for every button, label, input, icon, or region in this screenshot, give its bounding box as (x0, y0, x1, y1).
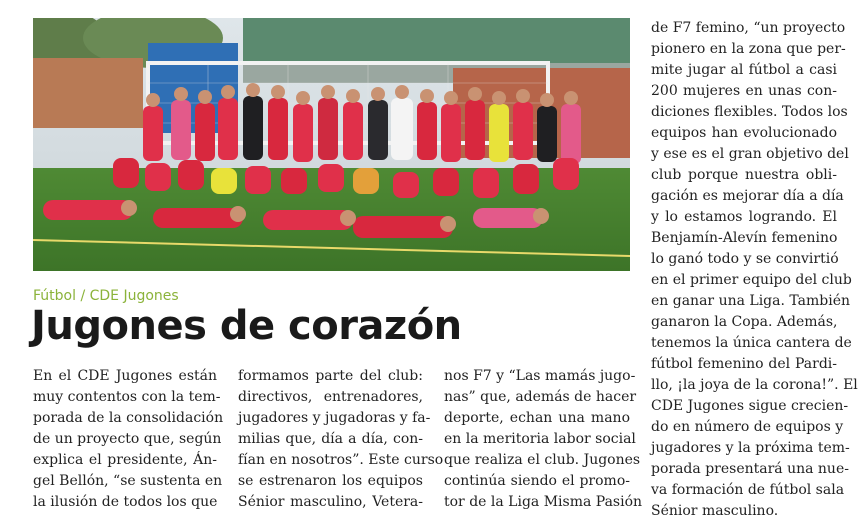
article-line: milias que, día a día, con- (238, 431, 423, 447)
article-line: en el primer equipo del club (651, 272, 852, 288)
article-line: pionero en la zona que per- (651, 41, 846, 57)
article-line: nas” que, además de hacer (444, 389, 637, 405)
article-line: explica el presidente, Án- (33, 452, 217, 468)
article-column-3 (444, 366, 643, 513)
article-line: porada de la consolidación (33, 410, 224, 426)
section-label: Fútbol / CDE Jugones (33, 288, 179, 304)
article-line: que realiza el club. Jugones (444, 452, 641, 468)
article-line: fútbol femenino del Pardi- (651, 356, 837, 372)
article-line: en la meritoria labor social (444, 431, 636, 447)
article-line: deporte, echan una mano (444, 410, 630, 426)
article-line: directivos, entrenadores, (238, 389, 423, 405)
article-line: gación es mejorar día a día (651, 188, 844, 204)
article-line: la ilusión de todos los que (33, 494, 218, 510)
headline: Jugones de corazón (31, 303, 462, 349)
article-line: formamos parte del club: (238, 368, 423, 384)
article-line: club porque nuestra obli- (651, 167, 837, 183)
article-line: va formación de fútbol sala (651, 482, 845, 498)
article-line: de F7 femino, “un proyecto (651, 20, 846, 36)
article-line: porada presentará una nue- (651, 461, 849, 477)
article-line: fían en nosotros”. Este curso (238, 452, 444, 468)
article-line: diciones flexibles. Todos los (651, 104, 848, 120)
article-line: en ganar una Liga. También (651, 293, 850, 309)
article-line: mite jugar al fútbol a casi (651, 62, 837, 78)
article-line: muy contentos con la tem- (33, 389, 221, 405)
article-column-2 (238, 366, 444, 513)
article-line: llo, ¡la joya de la corona!”. El (651, 377, 858, 393)
article-line: se estrenaron los equipos (238, 473, 423, 489)
article-line: Benjamín-Alevín femenino (651, 230, 838, 246)
article-line: nos F7 y “Las mamás jugo- (444, 368, 636, 384)
article-line: y lo estamos logrando. El (651, 209, 837, 225)
article-line: jugadores y jugadoras y fa- (238, 410, 431, 426)
article-column-1 (33, 366, 224, 513)
article-line: lo ganó todo y se convirtió (651, 251, 839, 267)
article-line: jugadores y la próxima tem- (651, 440, 850, 456)
article-line: de un proyecto que, según (33, 431, 222, 447)
article-line: equipos han evolucionado (651, 125, 837, 141)
article-line: tor de la Liga Misma Pasión (444, 494, 643, 510)
team-photo (33, 18, 630, 271)
article-line: ganaron la Copa. Además, (651, 314, 838, 330)
article-line: do en número de equipos y (651, 419, 844, 435)
article-line: gel Bellón, “se sustenta en (33, 473, 223, 489)
article-line: tenemos la única cantera de (651, 335, 852, 351)
article-line: En el CDE Jugones están (33, 368, 217, 384)
article-line: Sénior masculino, Vetera- (238, 494, 423, 510)
article-column-4 (651, 18, 858, 522)
article-line: Sénior masculino. (651, 503, 779, 519)
article-line: continúa siendo el promo- (444, 473, 630, 489)
article-line: y ese es el gran objetivo del (651, 146, 849, 162)
article-line: 200 mujeres en unas con- (651, 83, 837, 99)
article-line: CDE Jugones sigue crecien- (651, 398, 849, 414)
